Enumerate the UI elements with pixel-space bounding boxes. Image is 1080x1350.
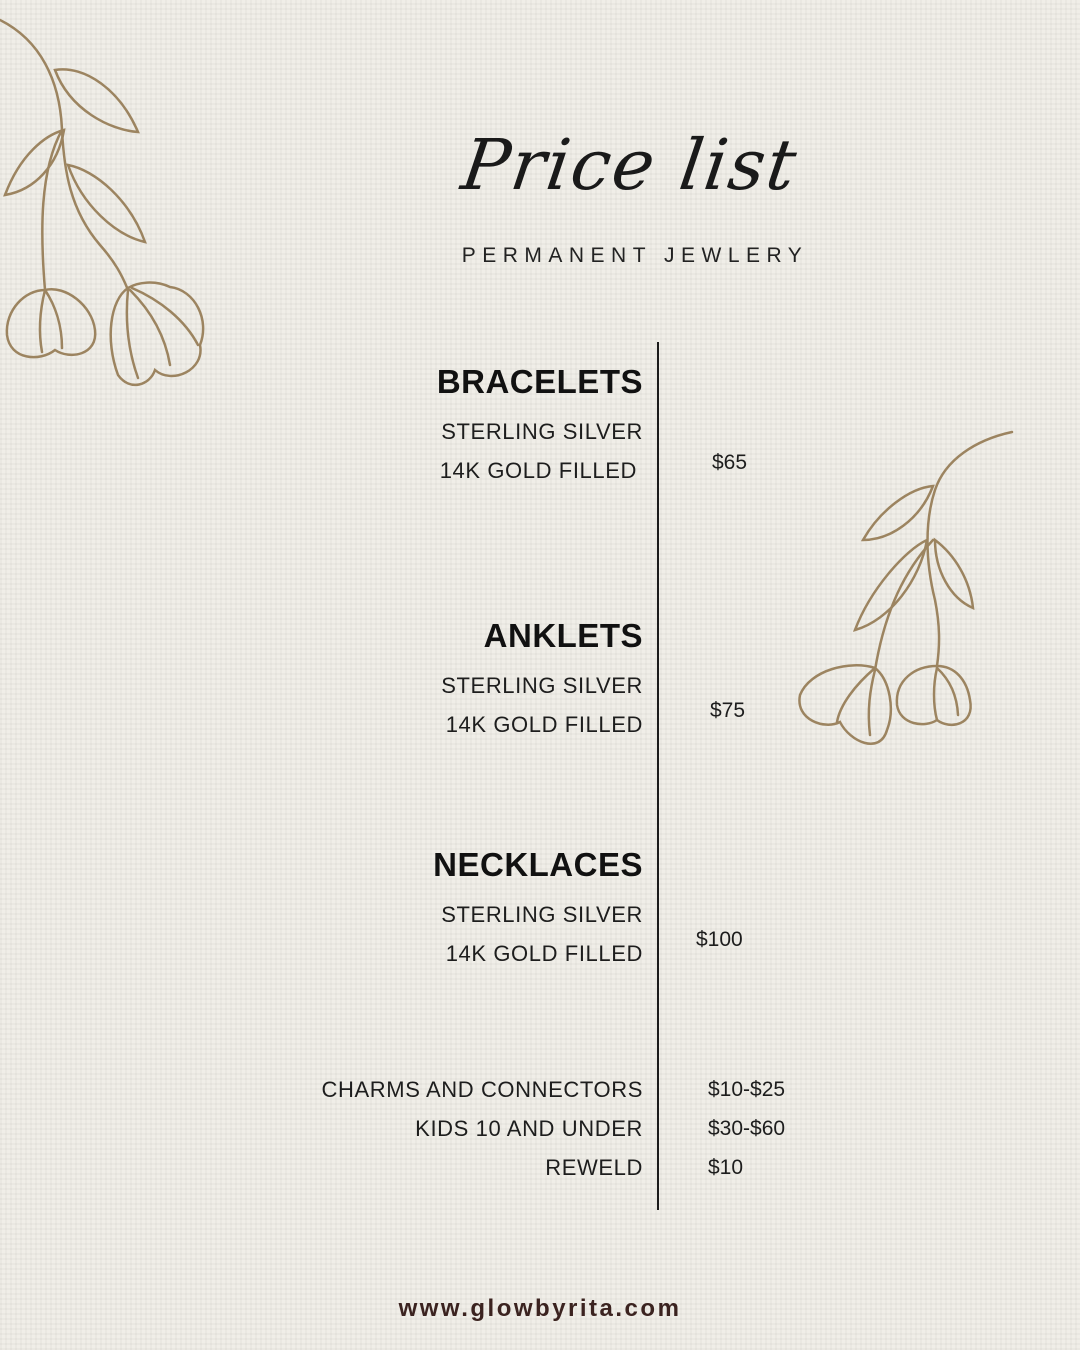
price-bracelets: $65 <box>712 451 748 474</box>
price-anklets: $75 <box>710 699 746 722</box>
extra-label-charms: CHARMS AND CONNECTORS <box>321 1077 643 1102</box>
list-item: STERLING SILVER <box>441 902 643 927</box>
list-item: 14K GOLD FILLED <box>445 712 643 737</box>
botanical-branch-icon <box>0 0 230 400</box>
list-item: 14K GOLD FILLED <box>445 941 643 966</box>
extra-price-kids: $30-$60 <box>708 1117 786 1140</box>
botanical-branch-icon <box>795 430 1025 760</box>
extra-price-charms: $10-$25 <box>708 1078 786 1101</box>
website-link[interactable]: www.glowbyrita.com <box>398 1295 682 1322</box>
list-item: STERLING SILVER <box>441 673 643 698</box>
extra-label-reweld: REWELD <box>545 1155 643 1180</box>
column-divider <box>657 342 659 1210</box>
price-necklaces: $100 <box>696 928 743 951</box>
section-heading-necklaces: NECKLACES <box>433 846 643 883</box>
extra-price-reweld: $10 <box>708 1156 744 1179</box>
section-heading-anklets: ANKLETS <box>483 617 643 654</box>
page-title: Price list <box>456 124 804 206</box>
section-heading-bracelets: BRACELETS <box>436 363 643 400</box>
list-item: 14K GOLD FILLED <box>439 458 637 483</box>
page-subtitle: PERMANENT JEWLERY <box>461 244 809 267</box>
extra-label-kids: KIDS 10 AND UNDER <box>415 1116 643 1141</box>
list-item: STERLING SILVER <box>441 419 643 444</box>
